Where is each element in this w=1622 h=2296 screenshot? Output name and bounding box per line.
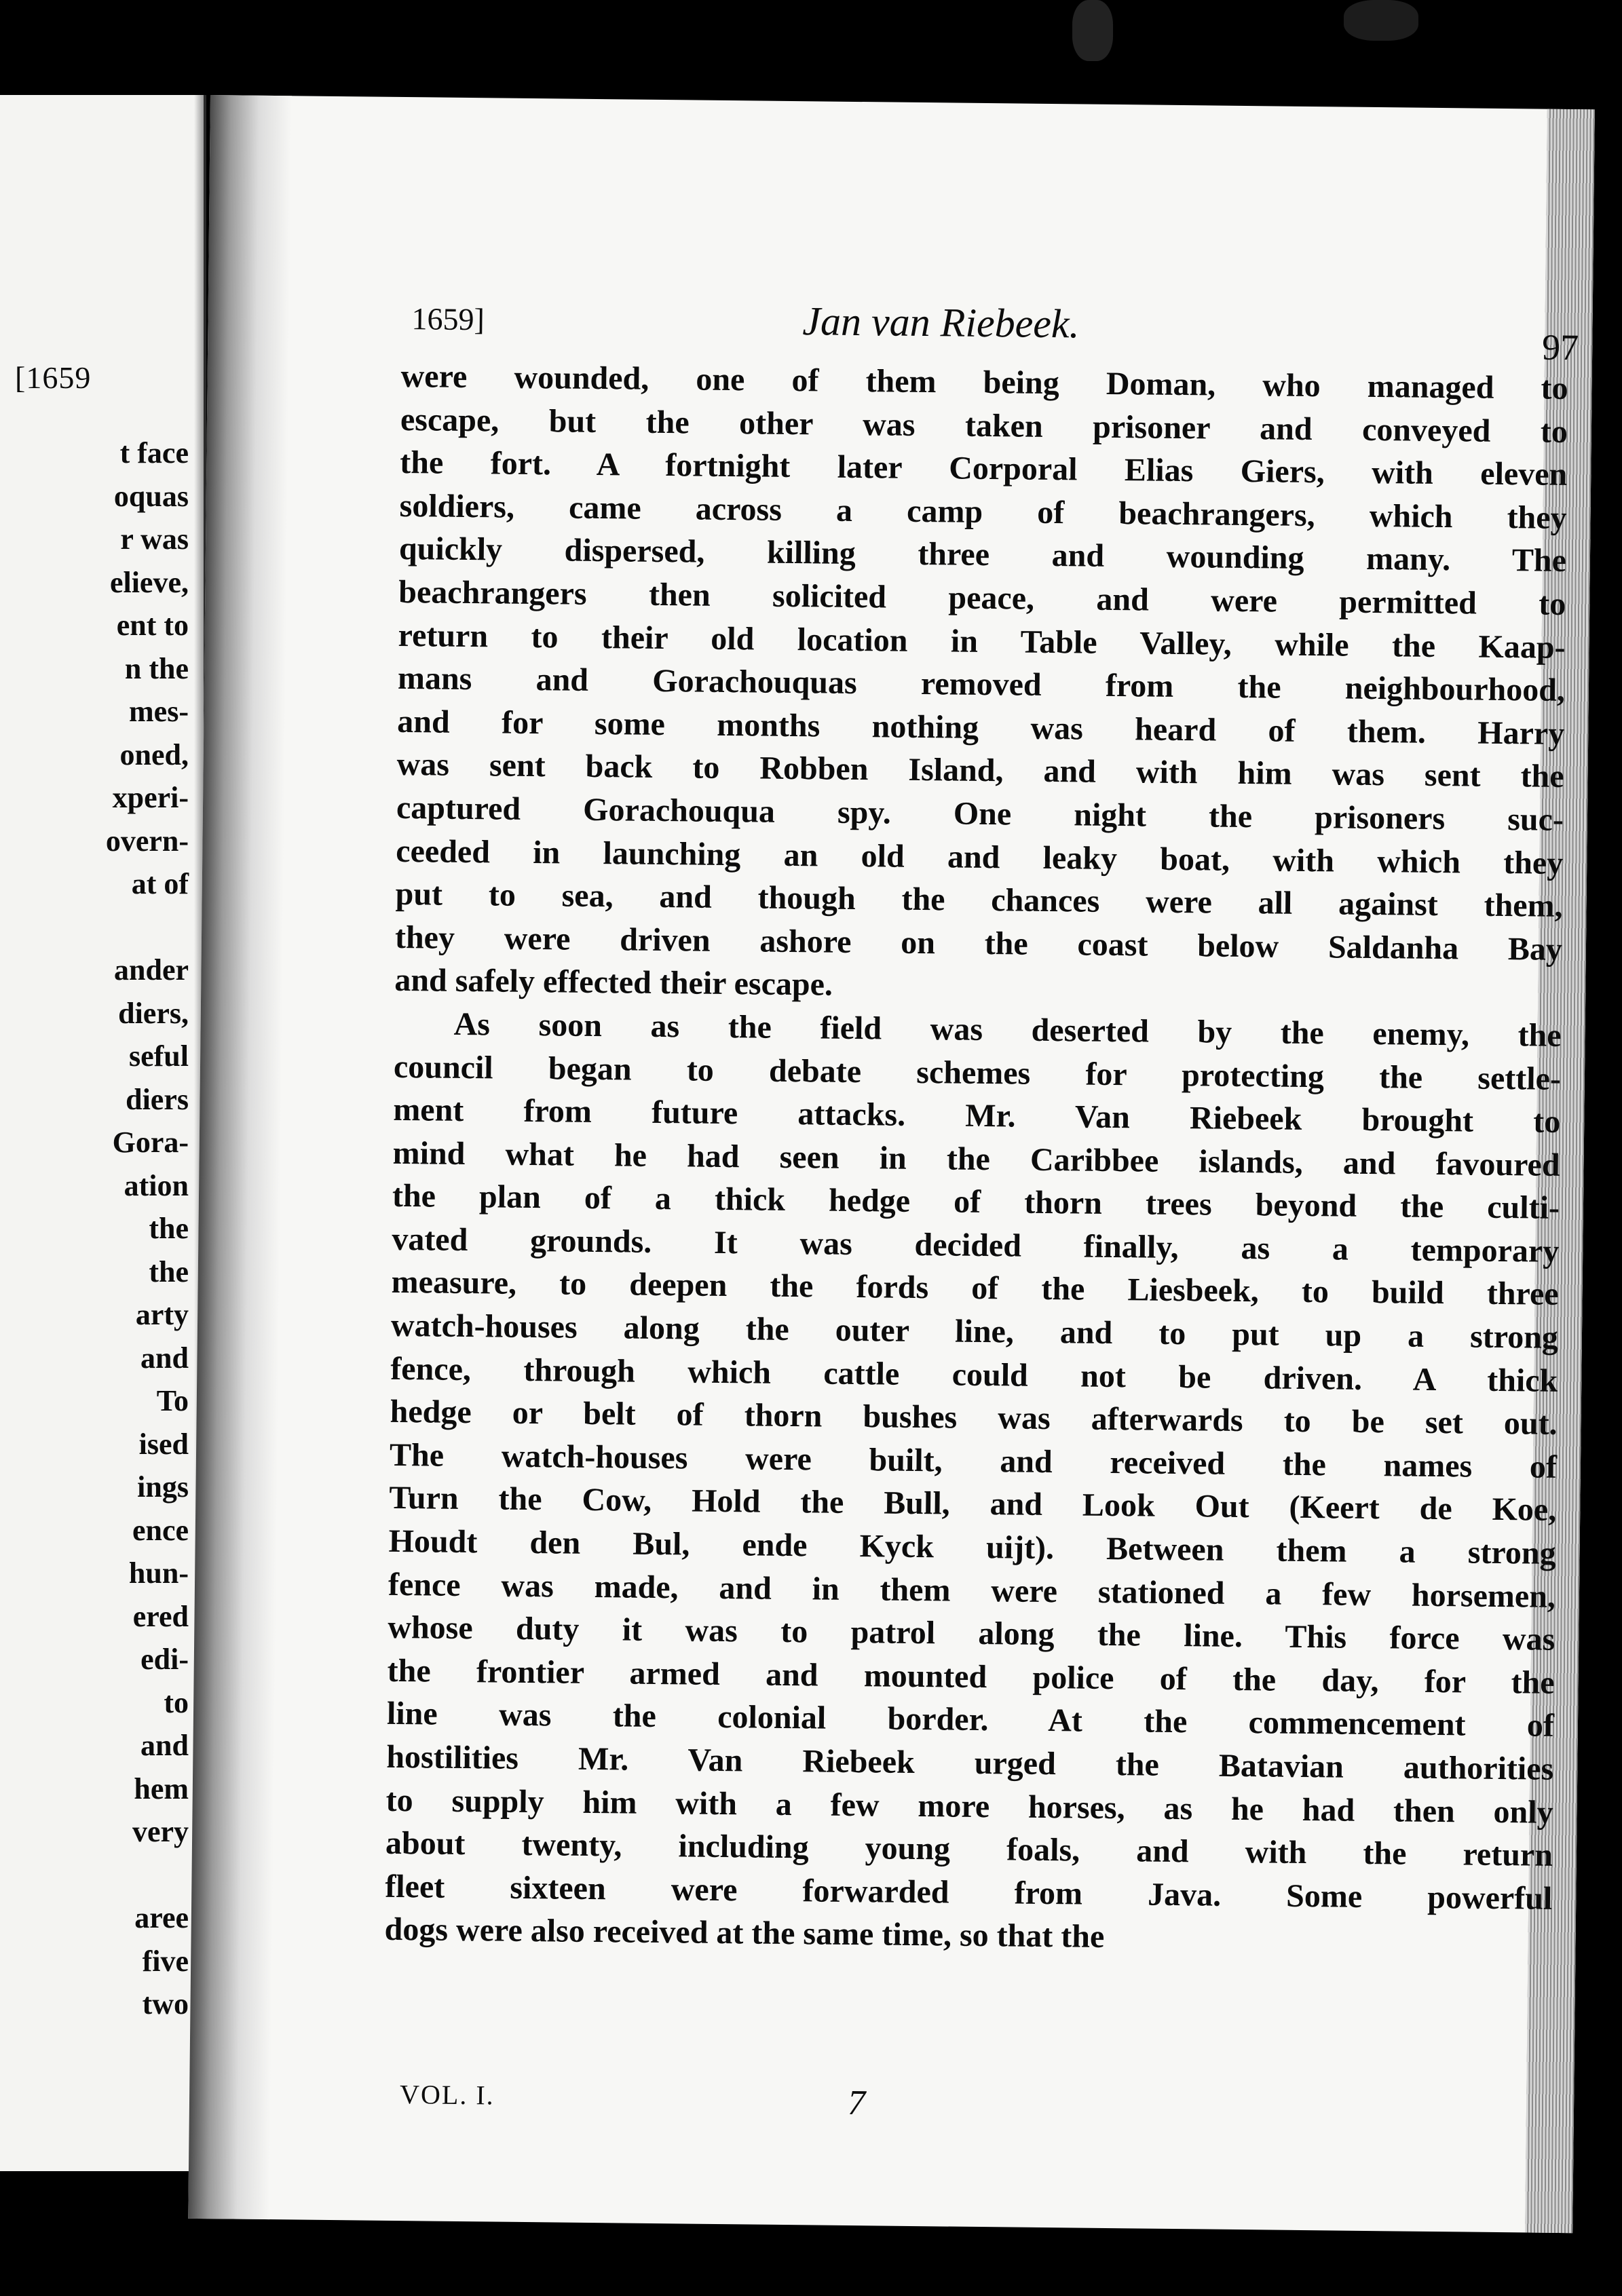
left-page-line: mes- bbox=[129, 695, 189, 728]
left-page-line: xperi- bbox=[112, 781, 189, 814]
text-line: beachrangers then solicited peace, and were permitted to bbox=[398, 573, 1566, 622]
signature-mark: 7 bbox=[847, 2083, 866, 2123]
left-page-line: very bbox=[132, 1815, 189, 1848]
text-line: and safely effected their escape. bbox=[394, 962, 833, 1003]
text-line: about twenty, including young foals, and with the return bbox=[385, 1825, 1553, 1874]
text-line: measure, to deepen the fords of the Liesbeek, to build three bbox=[391, 1264, 1559, 1313]
left-page-line: aree bbox=[134, 1901, 189, 1934]
left-page-line: oquas bbox=[113, 479, 189, 513]
left-page-line: ent to bbox=[116, 609, 189, 642]
left-page-line: arty bbox=[135, 1298, 189, 1331]
text-line: dogs were also received at the same time, so that the bbox=[384, 1911, 1105, 1955]
left-page-line: Gora- bbox=[112, 1126, 189, 1159]
text-line: to supply him with a few more horses, as he had then only bbox=[385, 1782, 1553, 1831]
left-page-line: the bbox=[149, 1255, 189, 1288]
text-line: hostilities Mr. Van Riebeek urged the Batavian authorities bbox=[386, 1738, 1554, 1787]
text-line: and for some months nothing was heard of them. Harry bbox=[397, 703, 1565, 752]
text-line: line was the colonial border. At the commencement of bbox=[386, 1696, 1555, 1744]
running-title: Jan van Riebeek. bbox=[802, 299, 1080, 347]
left-page-line: hem bbox=[134, 1772, 189, 1805]
text-line: return to their old location in Table Valley, while the Kaap- bbox=[398, 617, 1566, 666]
left-page-line: oned, bbox=[119, 738, 189, 771]
left-page bbox=[0, 95, 206, 2171]
text-line: hedge or belt of thorn bushes was afterwards to be set out. bbox=[390, 1394, 1558, 1442]
text-line: captured Gorachouqua spy. One night the prisoners suc- bbox=[396, 789, 1564, 838]
text-line: were wounded, one of them being Doman, who managed to bbox=[400, 358, 1568, 406]
scan-blot bbox=[1344, 0, 1418, 41]
body-text bbox=[384, 355, 1568, 1964]
text-line: ment from future attacks. Mr. Van Riebeek brought to bbox=[393, 1091, 1561, 1141]
left-page-line: overn- bbox=[105, 824, 189, 858]
running-year: 1659] bbox=[411, 301, 485, 337]
left-page-line: ings bbox=[137, 1470, 189, 1504]
left-page-line: ised bbox=[138, 1427, 189, 1461]
text-line: quickly dispersed, killing three and wounding many. The bbox=[398, 531, 1567, 579]
left-page-line: diers bbox=[126, 1082, 189, 1116]
text-line: they were driven ashore on the coast below Saldanha Bay bbox=[394, 919, 1563, 968]
text-line: soldiers, came across a camp of beachrangers, which they bbox=[399, 487, 1567, 536]
text-line: put to sea, and though the chances were all against them, bbox=[395, 876, 1563, 925]
left-page-line: hun- bbox=[128, 1556, 189, 1590]
left-page-line: ander bbox=[114, 953, 189, 987]
text-line: ceeded in launching an old and leaky boat, with which they bbox=[396, 833, 1564, 881]
text-line: council began to debate schemes for protecting the settle- bbox=[393, 1048, 1562, 1097]
text-line: was sent back to Robben Island, and with him was sent the bbox=[396, 746, 1564, 795]
left-page-line: the bbox=[149, 1212, 189, 1245]
text-line: The watch-houses were built, and received the names of bbox=[389, 1436, 1558, 1485]
left-page-line bbox=[12, 1854, 189, 1897]
text-line: the frontier armed and mounted police of the day, for the bbox=[387, 1652, 1555, 1701]
left-page-line: elieve, bbox=[109, 565, 189, 599]
text-line: As soon as the field was deserted by the enemy, the bbox=[453, 1006, 1562, 1054]
right-page bbox=[188, 95, 1595, 2233]
left-page-line: edi- bbox=[140, 1643, 189, 1676]
left-page-line: two bbox=[142, 1987, 189, 2021]
left-page-line: ence bbox=[132, 1513, 189, 1547]
text-line: fence, through which cattle could not be driven. A thick bbox=[390, 1350, 1558, 1399]
left-page-line: at of bbox=[131, 867, 189, 900]
left-page-line: t face bbox=[119, 436, 189, 470]
left-page-line: ation bbox=[124, 1168, 189, 1202]
text-line: fence was made, and in them were stationed a few horsemen, bbox=[388, 1566, 1556, 1615]
text-line: escape, but the other was taken prisoner and conveyed to bbox=[400, 401, 1568, 450]
left-page-line bbox=[12, 906, 189, 949]
text-line: mans and Gorachouquas removed from the neighbourhood, bbox=[397, 660, 1566, 709]
left-page-line: to bbox=[164, 1685, 189, 1719]
left-page-year: [1659 bbox=[15, 360, 92, 395]
text-line: whose duty it was to patrol along the line. This force was bbox=[388, 1609, 1555, 1658]
scan-blot bbox=[1072, 0, 1113, 61]
left-page-line: and bbox=[140, 1341, 189, 1375]
left-page-line: diers, bbox=[118, 996, 189, 1030]
text-line: watch-houses along the outer line, and to put up a strong bbox=[390, 1307, 1559, 1356]
text-line: vated grounds. It was decided finally, as a temporary bbox=[392, 1221, 1560, 1269]
page-footer bbox=[400, 2078, 1554, 2138]
text-line: Turn the Cow, Hold the Bull, and Look Out (Keert de Koe, bbox=[389, 1480, 1557, 1529]
left-page-line: ered bbox=[132, 1599, 189, 1633]
left-page-line: n the bbox=[124, 651, 189, 685]
volume-signature: VOL. I. bbox=[399, 2079, 495, 2111]
left-page-line: five bbox=[142, 1944, 189, 1978]
left-page-line: To bbox=[156, 1384, 189, 1417]
left-page-text bbox=[12, 432, 189, 2026]
text-line: fleet sixteen were forwarded from Java. Some powerful bbox=[385, 1868, 1553, 1917]
running-header bbox=[411, 294, 1579, 368]
text-line: the fort. A fortnight later Corporal Elias Giers, with eleven bbox=[400, 444, 1568, 493]
text-line: the plan of a thick hedge of thorn trees beyond the culti- bbox=[392, 1178, 1560, 1227]
page-number: 97 bbox=[1541, 326, 1579, 368]
text-line: mind what he had seen in the Caribbee islands, and favoured bbox=[392, 1134, 1560, 1183]
left-page-line: r was bbox=[120, 522, 189, 556]
left-page-line: and bbox=[140, 1729, 189, 1762]
left-page-line: seful bbox=[129, 1039, 189, 1073]
text-line: Houdt den Bul, ende Kyck uijt). Between them a strong bbox=[388, 1523, 1556, 1571]
